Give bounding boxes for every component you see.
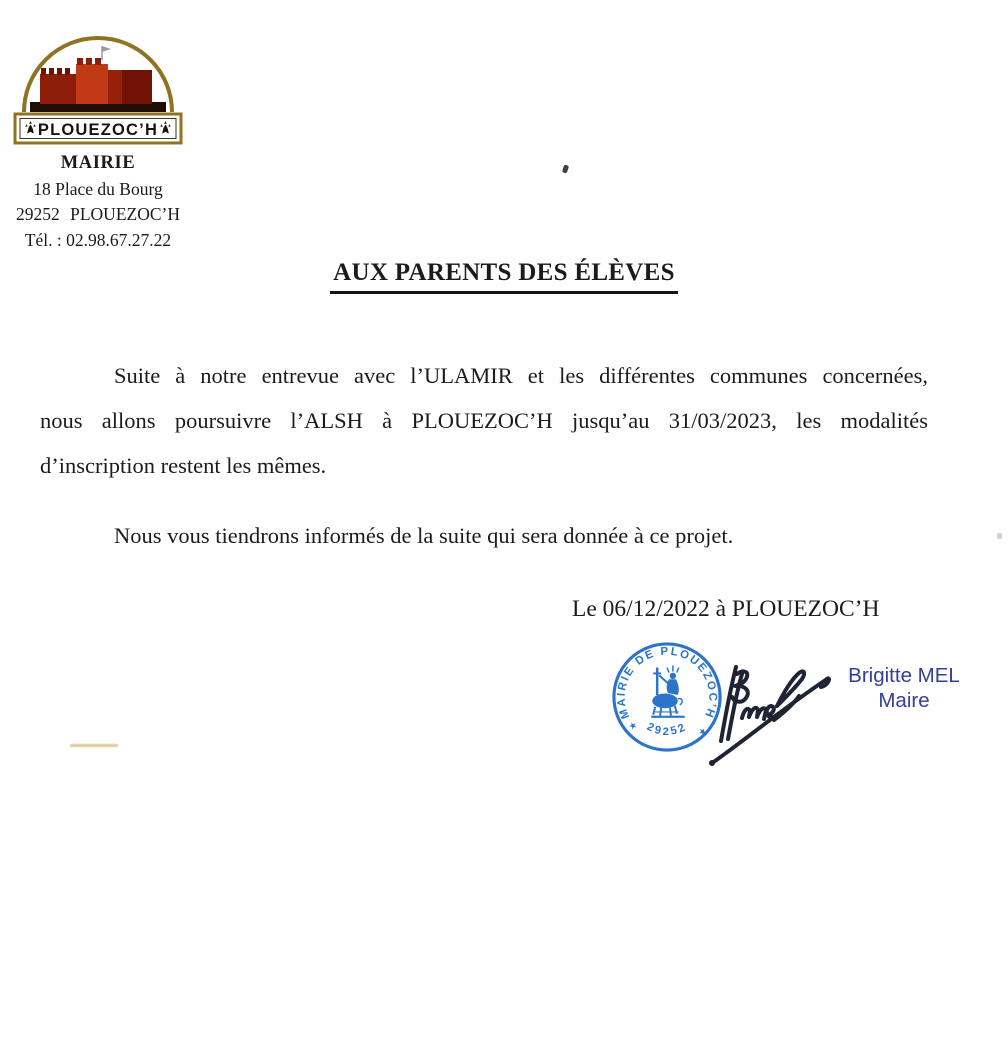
stamp-star-right-icon: ★ — [696, 726, 709, 739]
letter-title — [0, 259, 1008, 294]
org-name: MAIRIE — [60, 153, 136, 173]
dateline: Le 06/12/2022 à PLOUEZOC’H — [572, 596, 880, 622]
scan-speck — [562, 164, 569, 173]
scan-smudge — [70, 744, 118, 747]
paragraph-1-line-3: d’inscription restent les mêmes. — [40, 453, 327, 478]
letterhead-address — [0, 151, 196, 253]
sign-board-text: PLOUEZOC’H — [37, 121, 159, 139]
city-line: 29252 PLOUEZOC’H — [16, 204, 180, 224]
signatory-role: Maire — [878, 689, 930, 712]
letter-title-text: AUX PARENTS DES ÉLÈVES — [330, 259, 678, 294]
handwritten-signature — [682, 636, 832, 774]
town-logo — [12, 28, 184, 146]
stamp-emblem — [651, 666, 684, 718]
paragraph-1-line-2: nous allons poursuivre l’ALSH à PLOUEZOC’H jusqu’au 31/03/2023, les modalités — [40, 408, 928, 433]
signatory-name: Brigitte MEL — [848, 664, 960, 687]
paragraph-2: Nous vous tiendrons informés de la suite qui sera donnée à ce projet. — [114, 523, 734, 548]
paragraph-1-line-1: Suite à notre entrevue avec l’ULAMIR et les différentes communes concernées, — [114, 363, 928, 388]
stamp-bottom-text: 29252 — [644, 720, 690, 738]
stamp-top-text: MAIRIE DE PLOUEZOC’H — [615, 645, 719, 721]
stamp-star-left-icon: ★ — [627, 720, 640, 734]
sign-board — [15, 114, 181, 143]
paragraph-1 — [40, 353, 928, 488]
scan-speck — [997, 533, 1002, 539]
phone-line: Tél. : 02.98.67.27.22 — [24, 229, 172, 250]
address-line: 18 Place du Bourg — [33, 178, 163, 199]
signatory-block — [826, 663, 982, 713]
flag-icon — [102, 46, 111, 52]
